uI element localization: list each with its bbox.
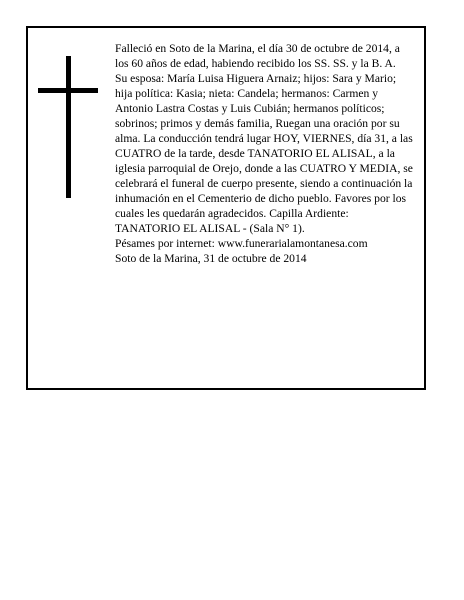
obituary-text [115, 41, 415, 266]
place-date-line: Soto de la Marina, 31 de octubre de 2014 [115, 252, 307, 265]
death-announcement-paragraph: Falleció en Soto de la Marina, el día 30 de octubre de 2014, a los 60 años de edad, habiendo recibido los SS. SS. y la B. A. [115, 42, 400, 70]
cross-icon [38, 56, 98, 198]
cross-horizontal-bar [38, 88, 98, 93]
obituary-notice-box [26, 26, 426, 390]
family-and-funeral-paragraph: Su esposa: María Luisa Higuera Arnaiz; hijos: Sara y Mario; hija política: Kasia; nieta: Candela; hermanos: Carmen y Antonio Lastra Costas y Luis Cubián; hermanos políticos; sobrinos; primos y demás familia, Ruegan una oración por su alma. La conducción tendrá lugar HOY, VIERNES, día 31, a las CUATRO de la tarde, desde TANATORIO EL ALISAL, a la iglesia parroquial de Orejo, donde a las CUATRO Y MEDIA, se celebrará el funeral de cuerpo presente, siendo a continuación la inhumación en el Cementerio de dicho pueblo. Favores por los cuales les quedarán agradecidos. Capilla Ardiente: TANATORIO EL ALISAL - (Sala N° 1). [115, 72, 413, 235]
cross-vertical-bar [66, 56, 71, 198]
condolences-website-line: Pésames por internet: www.funerarialamontanesa.com [115, 237, 368, 250]
